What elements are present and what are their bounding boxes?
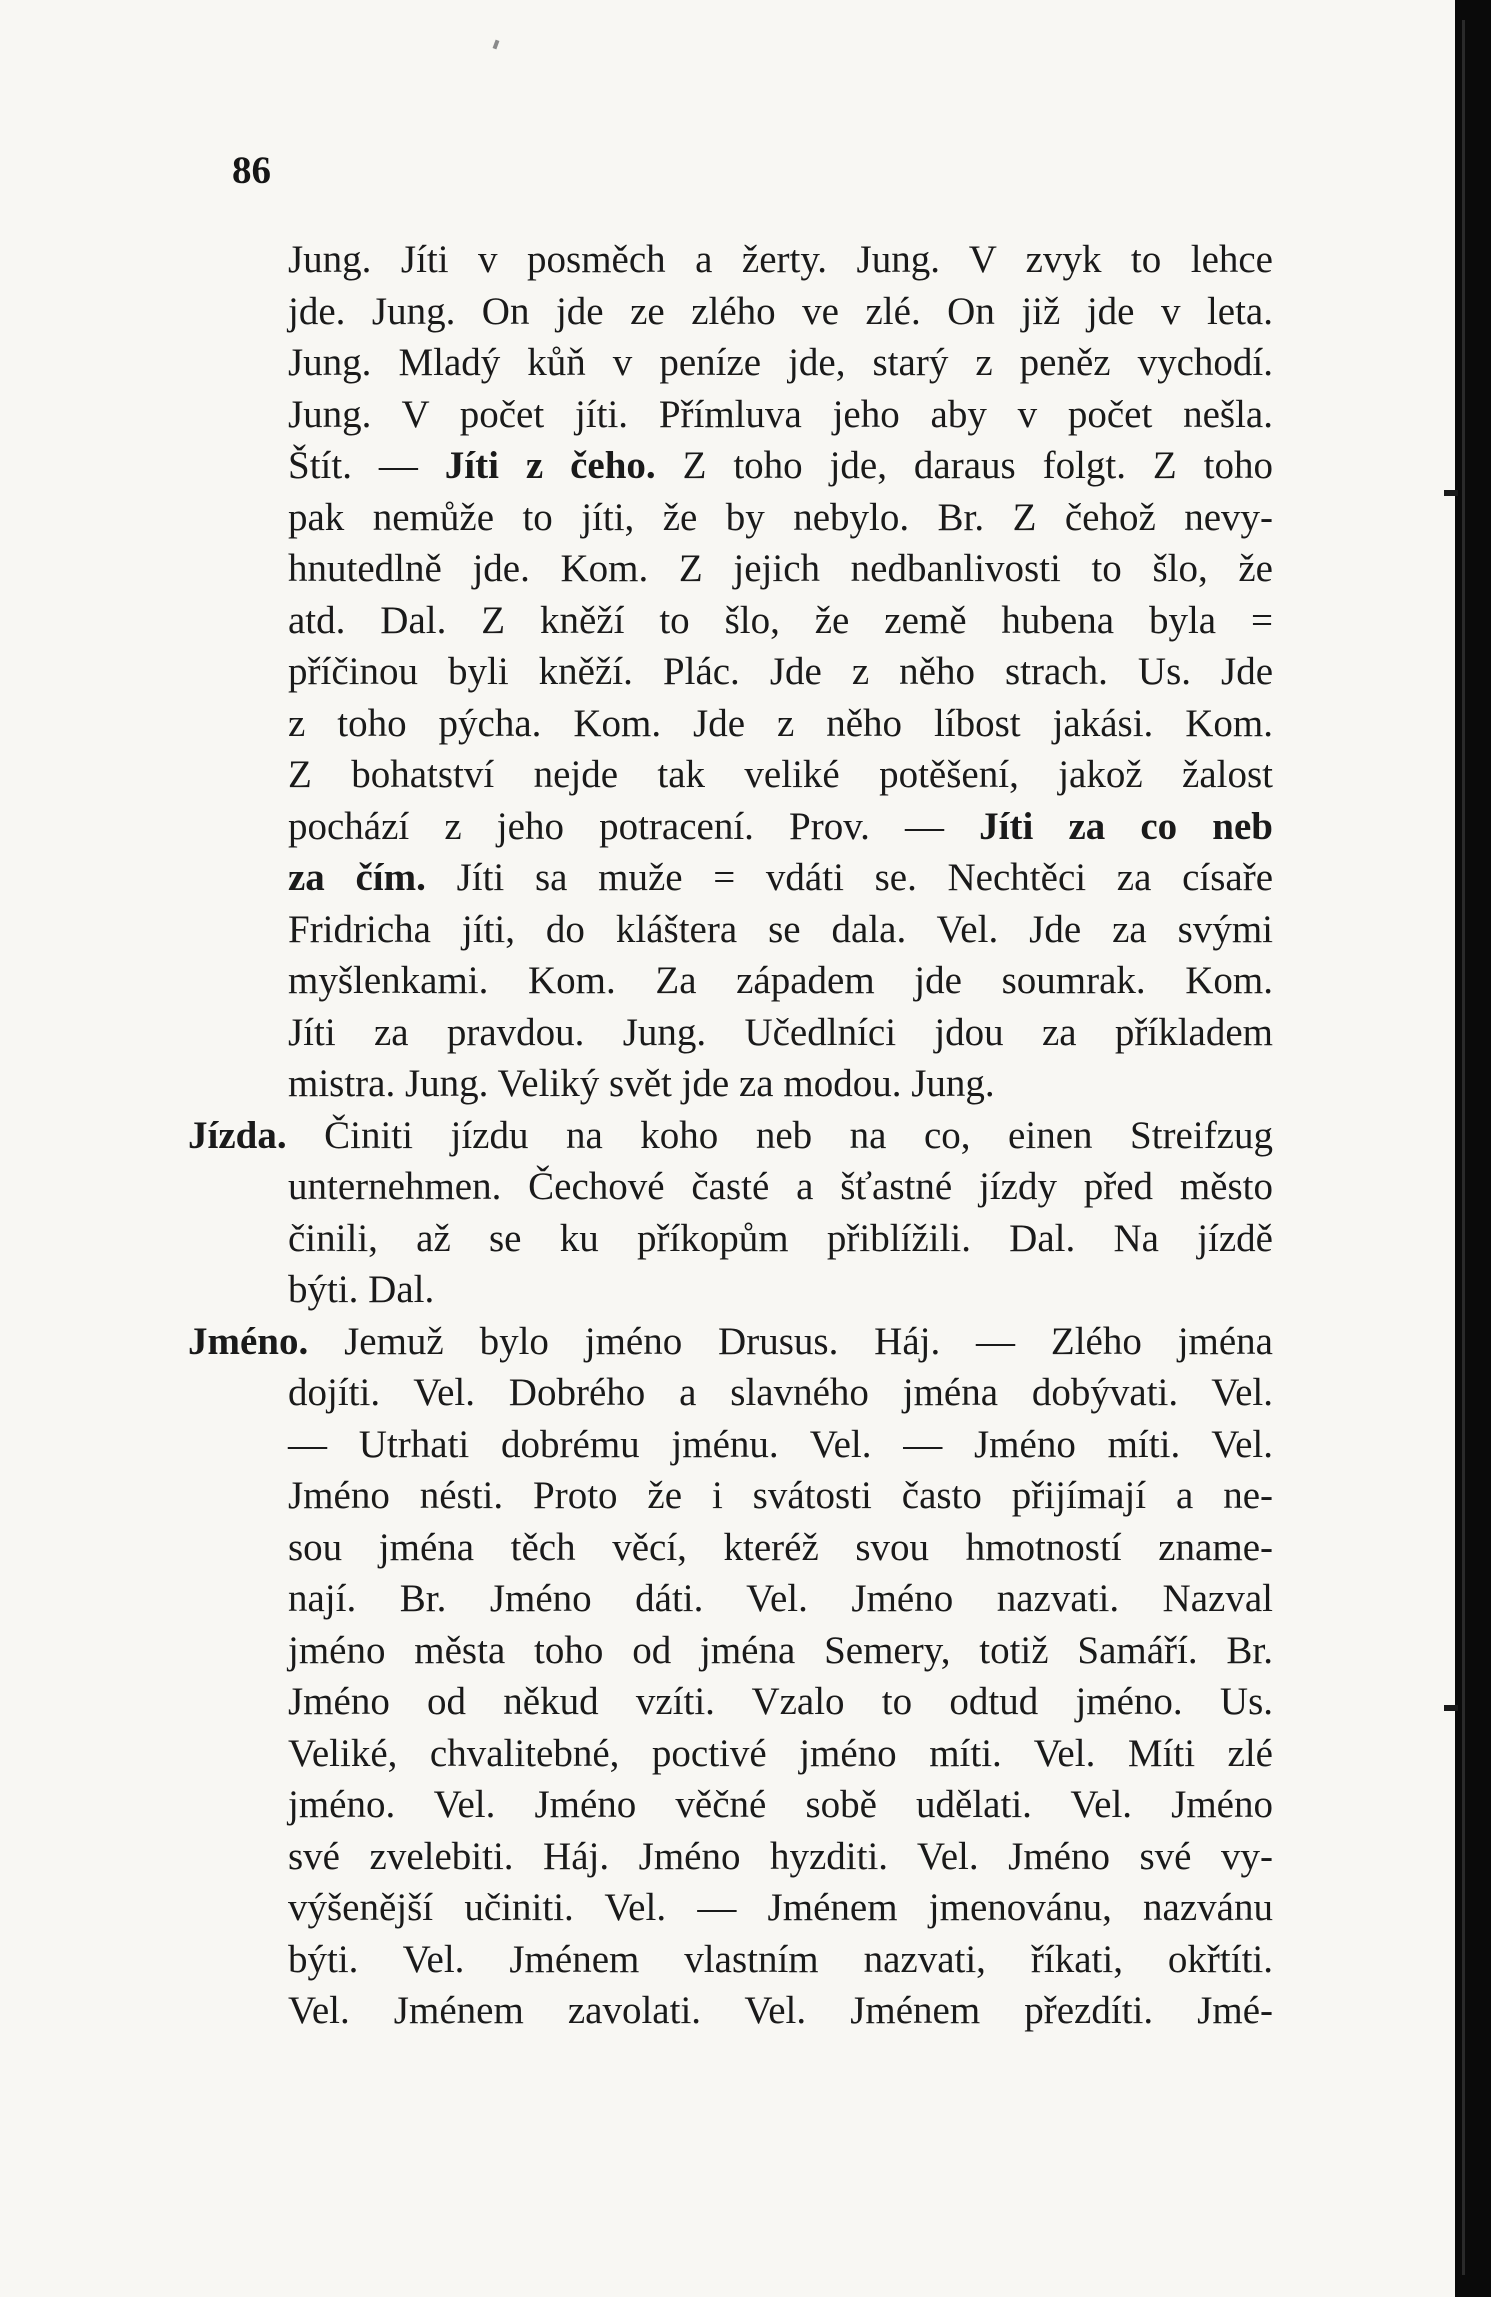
text-line — [238, 1058, 1273, 1110]
line-text: jméno. Vel. Jméno věčné sobě udělati. Vel. Jméno — [288, 1783, 1273, 1826]
text-line — [238, 1573, 1273, 1625]
text-line — [238, 1161, 1273, 1213]
line-text: Z toho jde, daraus folgt. Z toho — [655, 444, 1273, 487]
text-line — [238, 595, 1273, 647]
entry-headword: Jméno. — [188, 1319, 309, 1363]
entry-line — [188, 1316, 1273, 1368]
ink-speck — [493, 40, 500, 50]
spine-edge-line — [1462, 20, 1465, 2275]
book-spine — [1455, 0, 1491, 2297]
line-text: hnutedlně jde. Kom. Z jejich nedbanlivosti to šlo, že — [288, 547, 1273, 590]
line-text: Jung. Jíti v posměch a žerty. Jung. V zvyk to lehce — [288, 238, 1273, 281]
line-text: — Utrhati dobrému jménu. Vel. — Jméno míti. Vel. — [288, 1422, 1273, 1466]
text-line — [238, 1728, 1273, 1780]
text-line — [238, 234, 1273, 286]
line-text: pak nemůže to jíti, že by nebylo. Br. Z čehož nevy- — [288, 495, 1273, 539]
entry-line — [188, 1110, 1273, 1162]
text-line — [238, 337, 1273, 389]
text-line — [238, 1522, 1273, 1574]
line-text: výšenější učiniti. Vel. — Jménem jmenovánu, nazvánu — [288, 1886, 1273, 1929]
line-text: Z bohatství nejde tak veliké potěšení, jakož žalost — [288, 753, 1273, 796]
text-line — [238, 389, 1273, 441]
line-text: atd. Dal. Z kněží to šlo, že země hubena byla = — [288, 598, 1273, 642]
text-line — [238, 1831, 1273, 1883]
text-line — [238, 904, 1273, 956]
line-text: Jméno od někud vzíti. Vzalo to odtud jméno. Us. — [288, 1680, 1273, 1723]
text-line — [238, 1882, 1273, 1934]
subentry-phrase: Jíti za co neb — [979, 804, 1273, 848]
line-text: býti. Dal. — [288, 1268, 435, 1311]
line-text: býti. Vel. Jménem vlastním nazvati, říkati, okřtíti. — [288, 1937, 1273, 1981]
line-text: jméno města toho od jména Semery, totiž Samáří. Br. — [288, 1628, 1273, 1672]
line-text: sou jména těch věcí, kteréž svou hmotností zname- — [288, 1525, 1273, 1569]
body-text — [188, 234, 1273, 2037]
line-text: jde. Jung. On jde ze zlého ve zlé. On již jde v leta. — [288, 289, 1273, 333]
text-line — [238, 1264, 1273, 1316]
text-line — [238, 543, 1273, 595]
text-line — [238, 1676, 1273, 1728]
text-line — [238, 749, 1273, 801]
text-line — [238, 1419, 1273, 1471]
text-line — [238, 852, 1273, 904]
entry-headword: Jízda. — [188, 1113, 287, 1157]
line-text: dojíti. Vel. Dobrého a slavného jména dobývati. Vel. — [288, 1371, 1273, 1414]
line-text: Fridricha jíti, do kláštera se dala. Vel. Jde za svými — [288, 907, 1273, 951]
line-text: myšlenkami. Kom. Za západem jde soumrak. Kom. — [288, 959, 1273, 1002]
line-text: pochází z jeho potracení. Prov. — — [288, 804, 980, 848]
line-text: Jíti sa muže = vdáti se. Nechtěci za císaře — [425, 856, 1273, 899]
text-line — [238, 1985, 1273, 2037]
text-line — [238, 955, 1273, 1007]
line-text: Jméno nésti. Proto že i svátosti často přijímají a ne- — [288, 1474, 1273, 1517]
subentry-phrase: Jíti z čeho. — [444, 444, 656, 487]
text-line — [238, 698, 1273, 750]
line-text: Jíti za pravdou. Jung. Učedlníci jdou za příkladem — [288, 1010, 1273, 1054]
line-text: své zvelebiti. Háj. Jméno hyzditi. Vel. Jméno své vy- — [288, 1834, 1273, 1878]
line-text: unternehmen. Čechové časté a šťastné jízdy před město — [288, 1165, 1273, 1208]
line-text: Štít. — — [288, 444, 445, 487]
line-text: Vel. Jménem zavolati. Vel. Jménem přezdíti. Jmé- — [288, 1989, 1273, 2032]
line-text: Jung. Mladý kůň v peníze jde, starý z peněz vychodí. — [288, 341, 1273, 384]
text-line — [238, 440, 1273, 492]
line-text: příčinou byli kněží. Plác. Jde z něho strach. Us. Jde — [288, 650, 1273, 693]
line-text: Jemuž bylo jméno Drusus. Háj. — Zlého jména — [308, 1319, 1273, 1363]
text-line — [238, 286, 1273, 338]
text-line — [238, 801, 1273, 853]
line-text: z toho pýcha. Kom. Jde z něho líbost jakási. Kom. — [288, 701, 1273, 745]
page-number: 86 — [232, 149, 271, 192]
text-line — [238, 1779, 1273, 1831]
line-text: nají. Br. Jméno dáti. Vel. Jméno nazvati. Nazval — [288, 1577, 1273, 1620]
spine-tick — [1444, 1705, 1458, 1711]
line-text: mistra. Jung. Veliký svět jde za modou. Jung. — [288, 1062, 995, 1105]
text-line — [238, 492, 1273, 544]
text-line — [238, 1213, 1273, 1265]
text-line — [238, 1470, 1273, 1522]
subentry-phrase: za čím. — [288, 856, 426, 899]
text-line — [238, 1367, 1273, 1419]
line-text: Činiti jízdu na koho neb na co, einen Streifzug — [286, 1113, 1273, 1157]
text-line — [238, 1007, 1273, 1059]
text-line — [238, 1934, 1273, 1986]
spine-tick — [1444, 490, 1458, 496]
line-text: činili, až se ku příkopům přiblížili. Dal. Na jízdě — [288, 1216, 1273, 1260]
line-text: Veliké, chvalitebné, poctivé jméno míti. Vel. Míti zlé — [288, 1731, 1273, 1775]
text-line — [238, 646, 1273, 698]
line-text: Jung. V počet jíti. Přímluva jeho aby v počet nešla. — [288, 392, 1273, 436]
text-line — [238, 1625, 1273, 1677]
